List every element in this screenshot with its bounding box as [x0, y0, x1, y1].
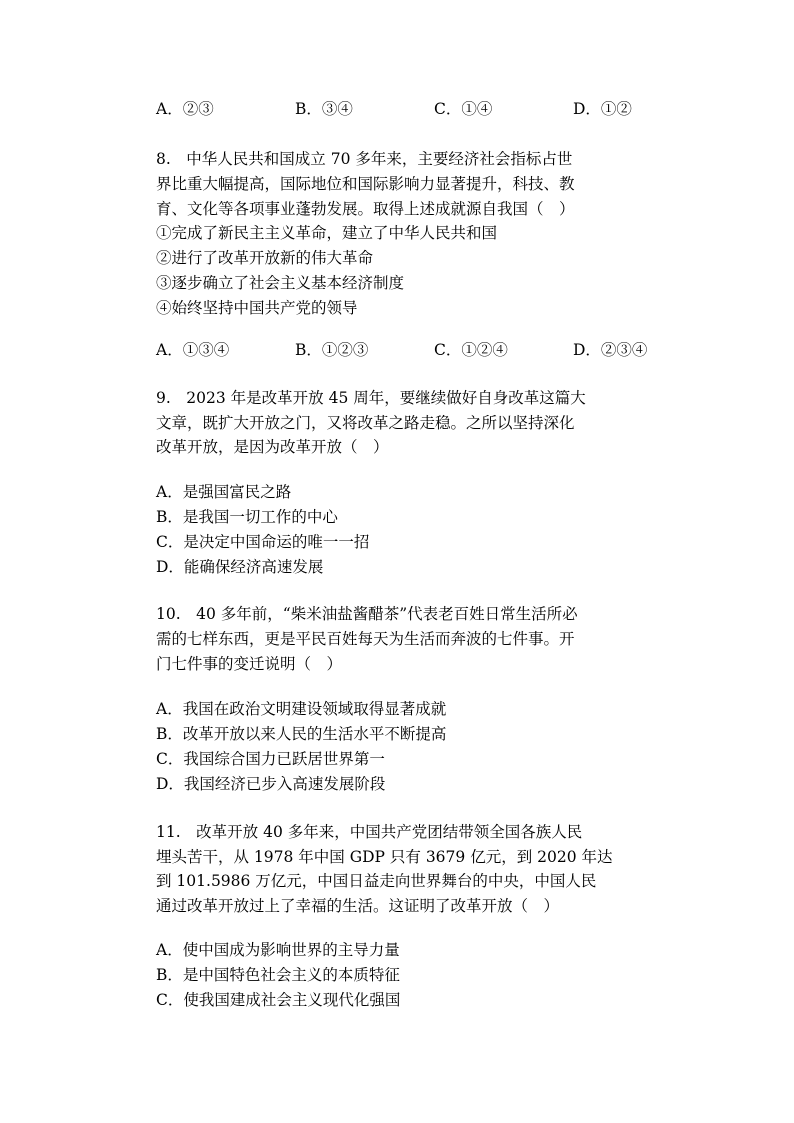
- q11-option-c: C．使我国建成社会主义现代化强国: [156, 991, 401, 1009]
- q11-stem-line-2: 埋头苦干，从 1978 年中国 GDP 只有 3679 亿元，到 2020 年达: [156, 848, 613, 866]
- q8-option-c: C．①②④: [434, 341, 508, 359]
- q8-option-b: B．①②③: [295, 341, 369, 359]
- q9-stem-line-3: 改革开放，是因为改革开放（ ）: [156, 438, 389, 456]
- q10-stem-line-3: 门七件事的变迁说明（ ）: [156, 655, 343, 673]
- q8-item-2: ②进行了改革开放新的伟大革命: [156, 249, 374, 267]
- q8-stem-line-3: 育、文化等各项事业蓬勃发展。取得上述成就源自我国（ ）: [156, 200, 575, 218]
- q10-option-a: A．我国在政治文明建设领域取得显著成就: [156, 700, 447, 718]
- q8-stem-line-2: 界比重大幅提高，国际地位和国际影响力显著提升，科技、教: [156, 175, 575, 193]
- q11-stem-line-1: 11. 改革开放 40 多年来，中国共产党团结带领全国各族人民: [156, 823, 583, 841]
- q8-option-a: A．①③④: [156, 341, 230, 359]
- q10-option-d: D．我国经济已步入高速发展阶段: [156, 775, 386, 793]
- q9-option-d: D．能确保经济高速发展: [156, 558, 324, 576]
- q11-stem-line-3: 到 101.5986 万亿元，中国日益走向世界舞台的中央，中国人民: [156, 872, 597, 890]
- q8-option-d: D．②③④: [573, 341, 648, 359]
- q10-stem-line-2: 需的七样东西，更是平民百姓每天为生活而奔波的七件事。开: [156, 630, 575, 648]
- q8-item-4: ④始终坚持中国共产党的领导: [156, 299, 358, 317]
- q9-option-a: A．是强国富民之路: [156, 483, 292, 501]
- option-a: A．②③: [156, 100, 214, 118]
- q8-item-3: ③逐步确立了社会主义基本经济制度: [156, 274, 405, 292]
- q11-stem-line-4: 通过改革开放过上了幸福的生活。这证明了改革开放（ ）: [156, 897, 560, 915]
- q10-stem-line-1: 10. 40 多年前，“柴米油盐酱醋茶”代表老百姓日常生活所必: [156, 605, 578, 623]
- option-c: C．①④: [434, 100, 493, 118]
- q10-option-c: C．我国综合国力已跃居世界第一: [156, 750, 385, 768]
- q11-option-b: B．是中国特色社会主义的本质特征: [156, 966, 400, 984]
- q8-option-row: [156, 338, 676, 363]
- q9-option-b: B．是我国一切工作的中心: [156, 508, 338, 526]
- q9-option-c: C．是决定中国命运的唯一一招: [156, 533, 370, 551]
- q9-stem-line-1: 9. 2023 年是改革开放 45 周年，要继续做好自身改革这篇大: [156, 389, 586, 407]
- top-option-row: [156, 97, 676, 122]
- q8-item-1: ①完成了新民主主义革命，建立了中华人民共和国: [156, 224, 498, 242]
- q9-stem-line-2: 文章，既扩大开放之门，又将改革之路走稳。之所以坚持深化: [156, 414, 575, 432]
- option-b: B．③④: [295, 100, 353, 118]
- option-d: D．①②: [573, 100, 632, 118]
- q11-option-a: A．使中国成为影响世界的主导力量: [156, 941, 400, 959]
- q8-stem-line-1: 8. 中华人民共和国成立 70 多年来，主要经济社会指标占世: [156, 150, 573, 168]
- q10-option-b: B．改革开放以来人民的生活水平不断提高: [156, 725, 447, 743]
